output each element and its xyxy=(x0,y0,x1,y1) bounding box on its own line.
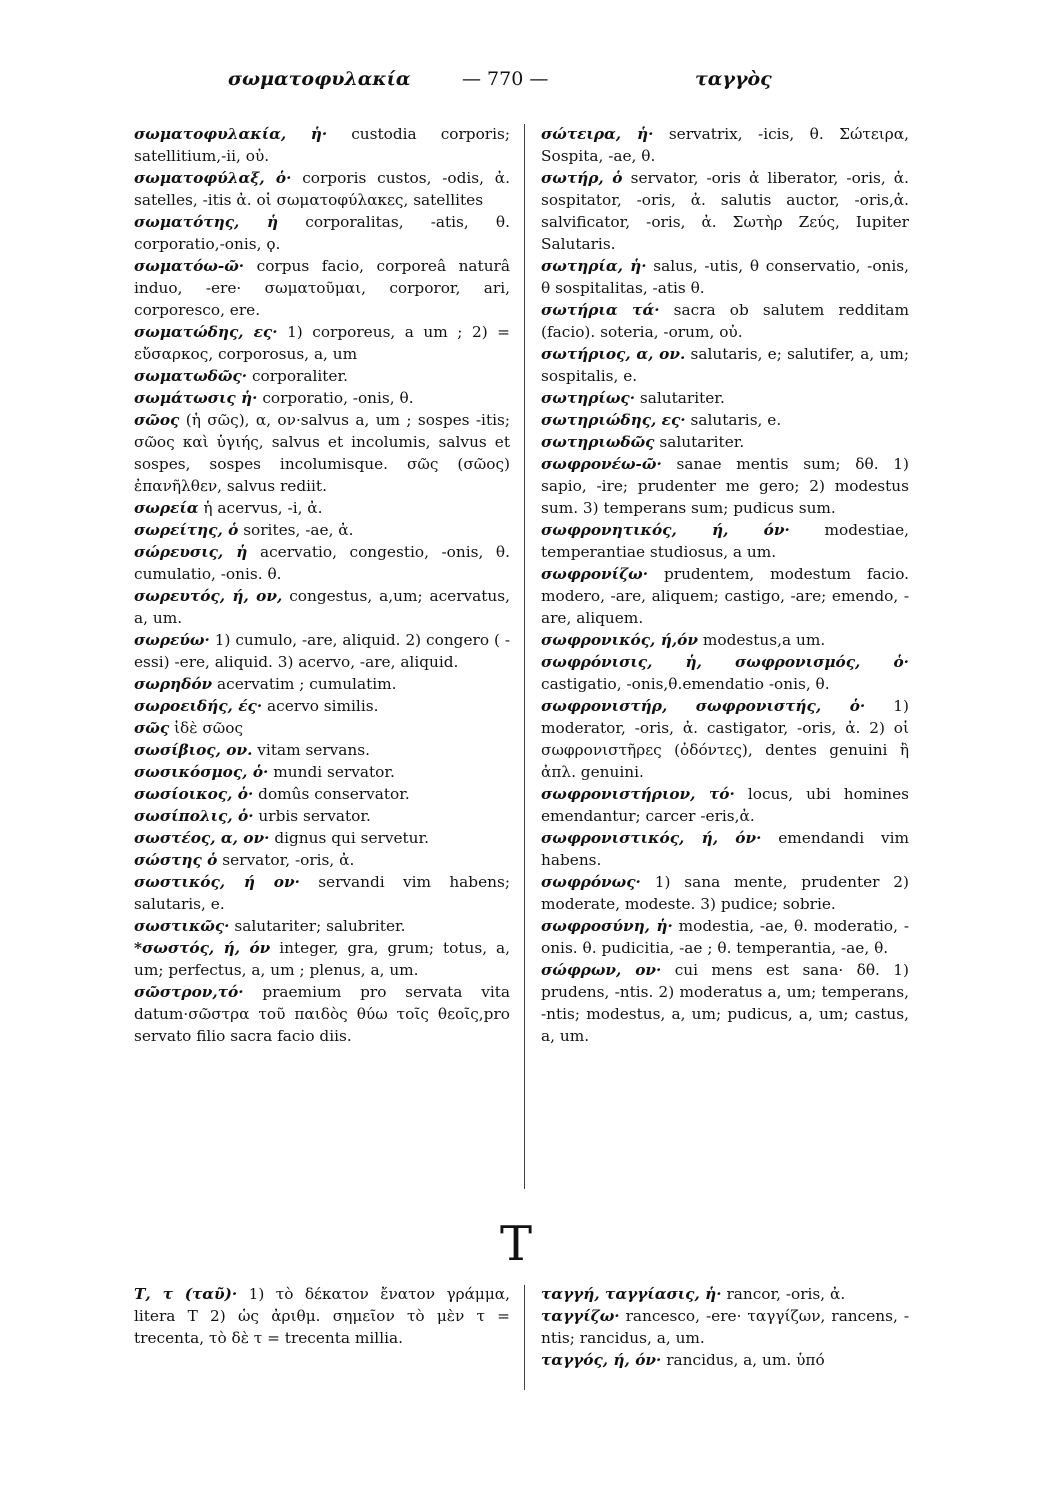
entry-headword: σωφρονιστήρ, σωφρονιστής, ὁ· xyxy=(541,697,866,715)
entry-definition: ἡ acervus, -i, ἀ. xyxy=(203,499,323,517)
entry-definition: corporis custos, -odis, ἀ. satelles, -itis ἀ. οἱ σωματοφύλακες, satellites xyxy=(134,169,510,209)
entry-headword: σωστικός, ή ον· xyxy=(134,873,300,891)
dictionary-entry xyxy=(541,1305,909,1349)
dictionary-entry xyxy=(134,739,510,761)
entry-headword: σωτήρ, ὁ xyxy=(541,169,623,187)
running-head xyxy=(0,68,1044,98)
dictionary-entry xyxy=(541,409,909,431)
dictionary-entry xyxy=(541,167,909,255)
entry-definition: sorites, -ae, ἀ. xyxy=(243,521,354,539)
entry-definition: rancidus, a, um. ὑπό xyxy=(666,1351,825,1369)
entry-definition: custodia corporis; satellitium,-ii, οὐ. xyxy=(134,125,510,165)
entry-headword: ταγγός, ή, όν· xyxy=(541,1351,662,1369)
entry-headword: σωφρονητικός, ή, όν· xyxy=(541,521,790,539)
dictionary-entry xyxy=(134,1283,510,1349)
entry-definition: salutariter. xyxy=(639,389,725,407)
dictionary-entry xyxy=(134,255,510,321)
entry-headword: σωσικόσμος, ὁ· xyxy=(134,763,269,781)
dictionary-entry xyxy=(134,871,510,915)
right-column xyxy=(541,123,909,1047)
entry-headword: σῶστρον,τό· xyxy=(134,983,244,1001)
dictionary-entry xyxy=(134,167,510,211)
entry-definition: salutaris, e; salutifer, a, um; sospitalis, e. xyxy=(541,345,909,385)
entry-definition: domûs conservator. xyxy=(258,785,410,803)
dictionary-entry xyxy=(134,409,510,497)
dictionary-entry xyxy=(134,827,510,849)
header-first-headword: σωματοφυλακία xyxy=(228,68,411,90)
entry-definition: salus, -utis, θ conservatio, -onis, θ sospitalitas, -atis θ. xyxy=(541,257,909,297)
entry-definition: 1) τὸ δέκατον ἔνατον γράμμα, litera T 2) ὡς ἀριθμ. σημεῖον τὸ μὲν τ = trecenta, τὸ δὲ τ = trecenta millia. xyxy=(134,1285,511,1347)
entry-definition: salutariter. xyxy=(659,433,745,451)
entry-definition: acervatim ; cumulatim. xyxy=(217,675,397,693)
entry-definition: integer, gra, grum; totus, a, um; perfectus, a, um ; plenus, a, um. xyxy=(134,939,510,979)
entry-definition: cui mens est sana· δθ. 1) prudens, -ntis. 2) moderatus a, um; temperans, -ntis; modestus, a, um; pudicus, a, um; castus, a, um. xyxy=(541,961,909,1045)
entry-headword: σωσίπολις, ὁ· xyxy=(134,807,254,825)
entry-definition: salutaris, e. xyxy=(690,411,782,429)
dictionary-entry xyxy=(134,387,510,409)
dictionary-entry xyxy=(541,783,909,827)
entry-definition: castigatio, -onis,θ.emendatio -onis, θ. xyxy=(541,675,830,693)
entry-headword: σωστικῶς· xyxy=(134,917,230,935)
entry-headword: σωμάτωσις ἡ· xyxy=(134,389,258,407)
dictionary-entry xyxy=(134,629,510,673)
entry-headword: ταγγή, ταγγίασις, ἡ· xyxy=(541,1285,722,1303)
entry-headword: σώρευσις, ἡ xyxy=(134,543,248,561)
dictionary-entry xyxy=(541,827,909,871)
entry-headword: σωφρόνισις, ἡ, σωφρονισμός, ὁ· xyxy=(541,653,909,671)
entry-headword: σωσίβιος, ον. xyxy=(134,741,253,759)
dictionary-entry xyxy=(541,629,909,651)
entry-definition: sanae mentis sum; δθ. 1) sapio, -ire; prudenter me gero; 2) modestus sum. 3) temperans sum; pudicus sum. xyxy=(541,455,909,517)
entry-headword: σωτηριωδῶς xyxy=(541,433,655,451)
dictionary-entry xyxy=(134,211,510,255)
entry-definition: servator, -oris ἀ liberator, -oris, ἀ. sospitator, -oris, ἀ. salutis auctor, -oris,ἀ. salvificator, -oris, ἀ. Σωτὴρ Ζεύς, Iupiter Salutaris. xyxy=(541,169,909,253)
entry-headword: σωφροσύνη, ἡ· xyxy=(541,917,673,935)
entry-headword: σωφρονέω-ῶ· xyxy=(541,455,662,473)
entry-definition: rancesco, -ere· ταγγίζων, rancens, -ntis; rancidus, a, um. xyxy=(541,1307,909,1347)
dictionary-entry xyxy=(134,541,510,585)
dictionary-entry xyxy=(134,937,510,981)
entry-definition: 1) corporeus, a um ; 2) = εὔσαρκος, corporosus, a, um xyxy=(134,323,510,363)
entry-definition: modestus,a um. xyxy=(702,631,826,649)
entry-definition: servator, -oris, ἀ. xyxy=(222,851,355,869)
entry-definition: 1) cumulo, -are, aliquid. 2) congero ( -essi) -ere, aliquid. 3) acervo, -are, aliquid. xyxy=(134,631,510,671)
dictionary-entry xyxy=(134,805,510,827)
entry-headword: σωρεύω· xyxy=(134,631,210,649)
entry-headword: σωματόω-ῶ· xyxy=(134,257,245,275)
dictionary-entry xyxy=(134,673,510,695)
entry-definition: congestus, a,um; acervatus, a, um. xyxy=(134,587,510,627)
entry-headword: σώτειρα, ἡ· xyxy=(541,125,654,143)
entry-definition: locus, ubi homines emendantur; carcer -eris,ἀ. xyxy=(541,785,909,825)
dictionary-entry xyxy=(541,1283,909,1305)
dictionary-entry xyxy=(134,365,510,387)
dictionary-entry xyxy=(134,717,510,739)
dictionary-entry xyxy=(134,915,510,937)
entry-definition: corporalitas, -atis, θ. corporatio,-onis, ϙ. xyxy=(134,213,510,253)
dictionary-entry xyxy=(541,915,909,959)
dictionary-entry xyxy=(541,453,909,519)
entry-definition: praemium pro servata vita datum·σῶστρα τοῦ παιδὸς θύω τοῖς θεοῖς,pro servato filio sacra facio diis. xyxy=(134,983,510,1045)
left-column xyxy=(134,123,510,1047)
entry-headword: σωτηριώδης, ες· xyxy=(541,411,686,429)
entry-definition: dignus qui servetur. xyxy=(274,829,430,847)
entry-headword: σωρείτης, ὁ xyxy=(134,521,239,539)
t-column-divider xyxy=(524,1285,525,1390)
dictionary-entry xyxy=(134,519,510,541)
dictionary-entry xyxy=(134,123,510,167)
entry-definition: salutariter; salubriter. xyxy=(234,917,406,935)
entry-definition: rancor, -oris, ἀ. xyxy=(726,1285,846,1303)
entry-headword: σωροειδής, ές· xyxy=(134,697,263,715)
section-letter: T xyxy=(500,1216,533,1272)
dictionary-entry xyxy=(541,871,909,915)
entry-headword: σώστης ὁ xyxy=(134,851,218,869)
entry-definition: corpus facio, corporeâ naturâ induo, -ere· σωματοῦμαι, corporor, ari, corporesco, ere. xyxy=(134,257,510,319)
entry-headword: *σωστός, ή, όν xyxy=(134,939,271,957)
entry-headword: σῶς xyxy=(134,719,170,737)
entry-headword: σωρευτός, ή, ον, xyxy=(134,587,283,605)
entry-definition: servandi vim habens; salutaris, e. xyxy=(134,873,510,913)
dictionary-entry xyxy=(134,585,510,629)
entry-definition: acervo similis. xyxy=(267,697,379,715)
entry-definition: 1) sana mente, prudenter 2) moderate, modeste. 3) pudice; sobrie. xyxy=(541,873,909,913)
dictionary-entry xyxy=(134,761,510,783)
dictionary-entry xyxy=(541,387,909,409)
dictionary-entry xyxy=(541,255,909,299)
entry-headword: σώφρων, ον· xyxy=(541,961,662,979)
entry-definition: servatrix, -icis, θ. Σώτειρα, Sospita, -ae, θ. xyxy=(541,125,909,165)
entry-definition: urbis servator. xyxy=(258,807,371,825)
entry-headword: σωφρόνως· xyxy=(541,873,641,891)
entry-definition: acervatio, congestio, -onis, θ. cumulatio, -onis. θ. xyxy=(134,543,510,583)
header-last-headword: ταγγὸς xyxy=(695,68,772,90)
entry-definition: (ἡ σῶς), α, ον·salvus a, um ; sospes -itis; σῶος καὶ ὑγιής, salvus et incolumis, salvus et sospes, sospes incolumisque. σῶς (σῶος) ἐπανῆλθεν, salvus rediit. xyxy=(134,411,510,495)
column-divider xyxy=(524,124,525,1189)
entry-headword: σωρεία xyxy=(134,499,199,517)
entry-headword: σωτηρία, ἡ· xyxy=(541,257,647,275)
dictionary-entry xyxy=(541,519,909,563)
entry-definition: prudentem, modestum facio. modero, -are, aliquem; castigo, -are; emendo, -are, aliquem. xyxy=(541,565,909,627)
entry-headword: σωτήριος, α, ον. xyxy=(541,345,686,363)
entry-headword: σωφρονιστικός, ή, όν· xyxy=(541,829,762,847)
page-number: — 770 — xyxy=(462,68,549,90)
entry-definition: sacra ob salutem redditam (facio). soteria, -orum, οὐ. xyxy=(541,301,909,341)
entry-headword: σωτηρίως· xyxy=(541,389,636,407)
dictionary-entry xyxy=(134,695,510,717)
entry-definition: vitam servans. xyxy=(257,741,370,759)
entry-headword: σωρηδόν xyxy=(134,675,213,693)
entry-definition: mundi servator. xyxy=(273,763,395,781)
entry-headword: σωτήρια τά· xyxy=(541,301,660,319)
dictionary-entry xyxy=(541,959,909,1047)
entry-headword: σωστέος, α, ον· xyxy=(134,829,270,847)
entry-headword: σωματοφύλαξ, ὁ· xyxy=(134,169,292,187)
dictionary-entry xyxy=(541,563,909,629)
dictionary-entry xyxy=(541,431,909,453)
entry-headword: σῶος xyxy=(134,411,180,429)
dictionary-entry xyxy=(541,1349,909,1371)
dictionary-entry xyxy=(134,497,510,519)
entry-definition: 1) moderator, -oris, ἀ. castigator, -oris, ἀ. 2) οἱ σωφρονιστῆρες (ὀδόντες), dentes genuini ἢ ἀπλ. genuini. xyxy=(541,697,909,781)
entry-headword: σωφρονιστήριον, τό· xyxy=(541,785,735,803)
dictionary-entry xyxy=(541,299,909,343)
dictionary-entry xyxy=(134,981,510,1047)
t-left-column xyxy=(134,1283,510,1349)
t-right-column xyxy=(541,1283,909,1371)
entry-headword: σωματοφυλακία, ἡ· xyxy=(134,125,328,143)
dictionary-entry xyxy=(134,783,510,805)
dictionary-entry xyxy=(541,651,909,695)
entry-definition: modestiae, temperantiae studiosus, a um. xyxy=(541,521,909,561)
entry-headword: σωφρονίζω· xyxy=(541,565,649,583)
entry-definition: emendandi vim habens. xyxy=(541,829,909,869)
entry-headword: σωσίοικος, ὁ· xyxy=(134,785,254,803)
entry-headword: ταγγίζω· xyxy=(541,1307,620,1325)
entry-headword: σωματώδης, ες· xyxy=(134,323,278,341)
entry-headword: Τ, τ (ταῦ)· xyxy=(134,1285,238,1303)
dictionary-entry xyxy=(541,123,909,167)
entry-definition: corporatio, -onis, θ. xyxy=(262,389,414,407)
dictionary-entry xyxy=(134,849,510,871)
entry-headword: σωματωδῶς· xyxy=(134,367,248,385)
dictionary-entry xyxy=(541,343,909,387)
dictionary-entry xyxy=(541,695,909,783)
entry-headword: σωματότης, ἡ xyxy=(134,213,279,231)
entry-headword: σωφρονικός, ή,όν xyxy=(541,631,698,649)
entry-definition: corporaliter. xyxy=(251,367,348,385)
entry-definition: modestia, -ae, θ. moderatio, -onis. θ. pudicitia, -ae ; θ. temperantia, -ae, θ. xyxy=(541,917,909,957)
dictionary-entry xyxy=(134,321,510,365)
entry-definition: ἰδὲ σῶος xyxy=(174,719,244,737)
